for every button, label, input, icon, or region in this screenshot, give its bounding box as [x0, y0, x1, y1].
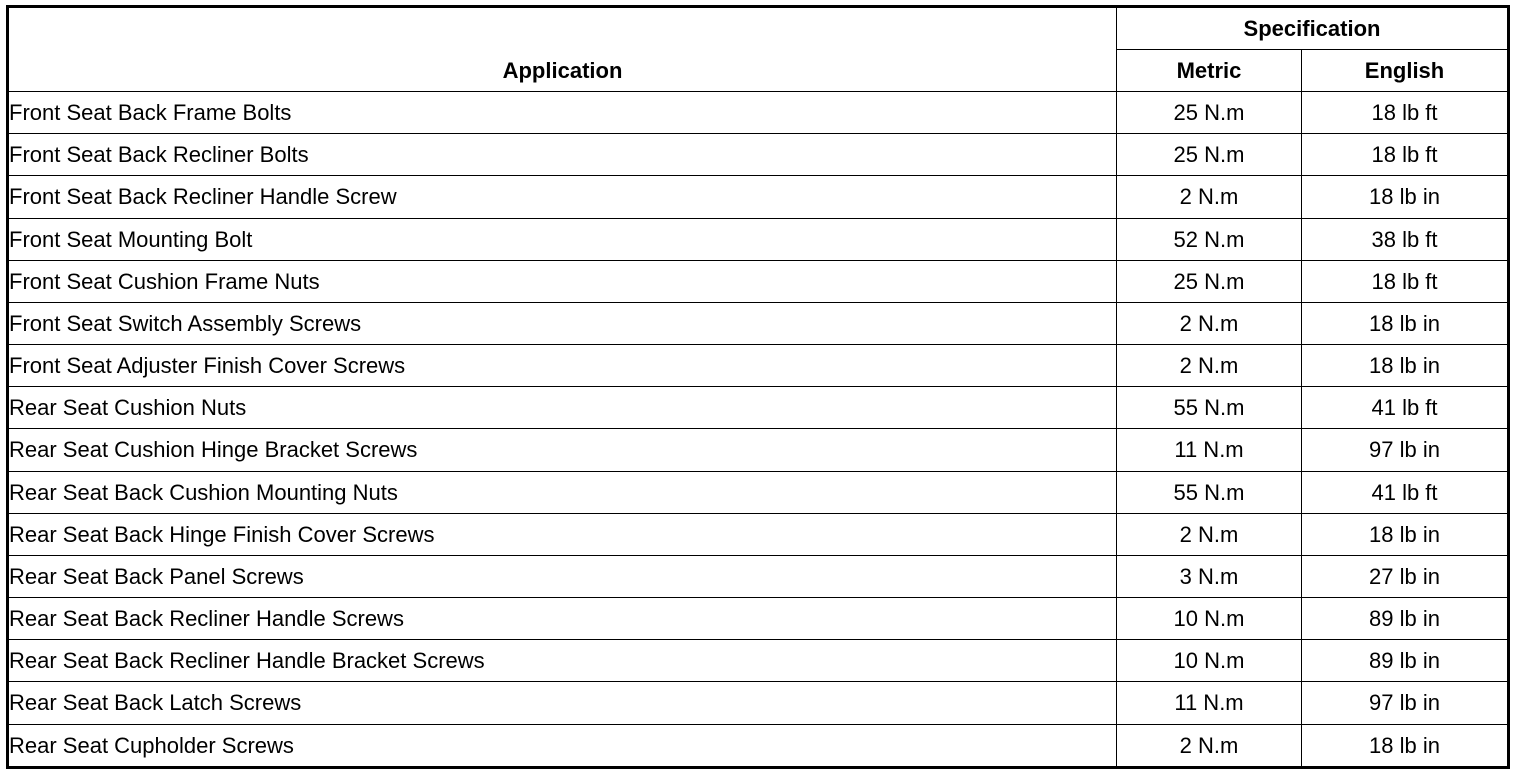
application-cell: Rear Seat Back Recliner Handle Bracket Screws [8, 640, 1117, 682]
application-cell: Front Seat Back Frame Bolts [8, 92, 1117, 134]
metric-cell: 2 N.m [1117, 345, 1302, 387]
metric-cell: 11 N.m [1117, 682, 1302, 724]
english-cell: 41 lb ft [1302, 471, 1509, 513]
application-cell: Rear Seat Cushion Nuts [8, 387, 1117, 429]
english-cell: 18 lb in [1302, 345, 1509, 387]
application-cell: Front Seat Mounting Bolt [8, 218, 1117, 260]
metric-cell: 55 N.m [1117, 471, 1302, 513]
application-cell: Front Seat Back Recliner Handle Screw [8, 176, 1117, 218]
table-row [8, 302, 1509, 344]
table-row [8, 555, 1509, 597]
specification-group-header: Specification [1117, 7, 1509, 50]
table-row [8, 471, 1509, 513]
application-column-header: Application [8, 7, 1117, 92]
english-cell: 89 lb in [1302, 598, 1509, 640]
table-row [8, 134, 1509, 176]
english-cell: 38 lb ft [1302, 218, 1509, 260]
english-cell: 97 lb in [1302, 682, 1509, 724]
metric-cell: 25 N.m [1117, 134, 1302, 176]
metric-column-header: Metric [1117, 50, 1302, 92]
english-cell: 18 lb ft [1302, 92, 1509, 134]
application-cell: Rear Seat Back Recliner Handle Screws [8, 598, 1117, 640]
table-row [8, 429, 1509, 471]
table-row [8, 513, 1509, 555]
metric-cell: 2 N.m [1117, 176, 1302, 218]
table-row [8, 260, 1509, 302]
english-cell: 18 lb in [1302, 302, 1509, 344]
application-cell: Front Seat Cushion Frame Nuts [8, 260, 1117, 302]
english-cell: 41 lb ft [1302, 387, 1509, 429]
english-cell: 18 lb ft [1302, 260, 1509, 302]
metric-cell: 2 N.m [1117, 724, 1302, 767]
application-cell: Rear Seat Cushion Hinge Bracket Screws [8, 429, 1117, 471]
header-row-top [8, 7, 1509, 50]
table-row [8, 598, 1509, 640]
application-cell: Rear Seat Back Hinge Finish Cover Screws [8, 513, 1117, 555]
metric-cell: 2 N.m [1117, 302, 1302, 344]
english-cell: 18 lb in [1302, 724, 1509, 767]
english-column-header: English [1302, 50, 1509, 92]
application-cell: Front Seat Adjuster Finish Cover Screws [8, 345, 1117, 387]
metric-cell: 25 N.m [1117, 92, 1302, 134]
application-cell: Rear Seat Cupholder Screws [8, 724, 1117, 767]
torque-specification-table [6, 5, 1510, 769]
metric-cell: 2 N.m [1117, 513, 1302, 555]
table-row [8, 682, 1509, 724]
application-cell: Front Seat Switch Assembly Screws [8, 302, 1117, 344]
table-row [8, 724, 1509, 767]
table-row [8, 218, 1509, 260]
metric-cell: 11 N.m [1117, 429, 1302, 471]
metric-cell: 10 N.m [1117, 598, 1302, 640]
english-cell: 89 lb in [1302, 640, 1509, 682]
application-cell: Front Seat Back Recliner Bolts [8, 134, 1117, 176]
table-row [8, 92, 1509, 134]
table-row [8, 640, 1509, 682]
metric-cell: 55 N.m [1117, 387, 1302, 429]
english-cell: 18 lb in [1302, 176, 1509, 218]
metric-cell: 3 N.m [1117, 555, 1302, 597]
table-row [8, 176, 1509, 218]
application-cell: Rear Seat Back Panel Screws [8, 555, 1117, 597]
english-cell: 18 lb in [1302, 513, 1509, 555]
english-cell: 27 lb in [1302, 555, 1509, 597]
table-row [8, 345, 1509, 387]
application-cell: Rear Seat Back Latch Screws [8, 682, 1117, 724]
metric-cell: 10 N.m [1117, 640, 1302, 682]
table-row [8, 387, 1509, 429]
english-cell: 18 lb ft [1302, 134, 1509, 176]
table-body [8, 92, 1509, 768]
metric-cell: 25 N.m [1117, 260, 1302, 302]
metric-cell: 52 N.m [1117, 218, 1302, 260]
english-cell: 97 lb in [1302, 429, 1509, 471]
application-cell: Rear Seat Back Cushion Mounting Nuts [8, 471, 1117, 513]
